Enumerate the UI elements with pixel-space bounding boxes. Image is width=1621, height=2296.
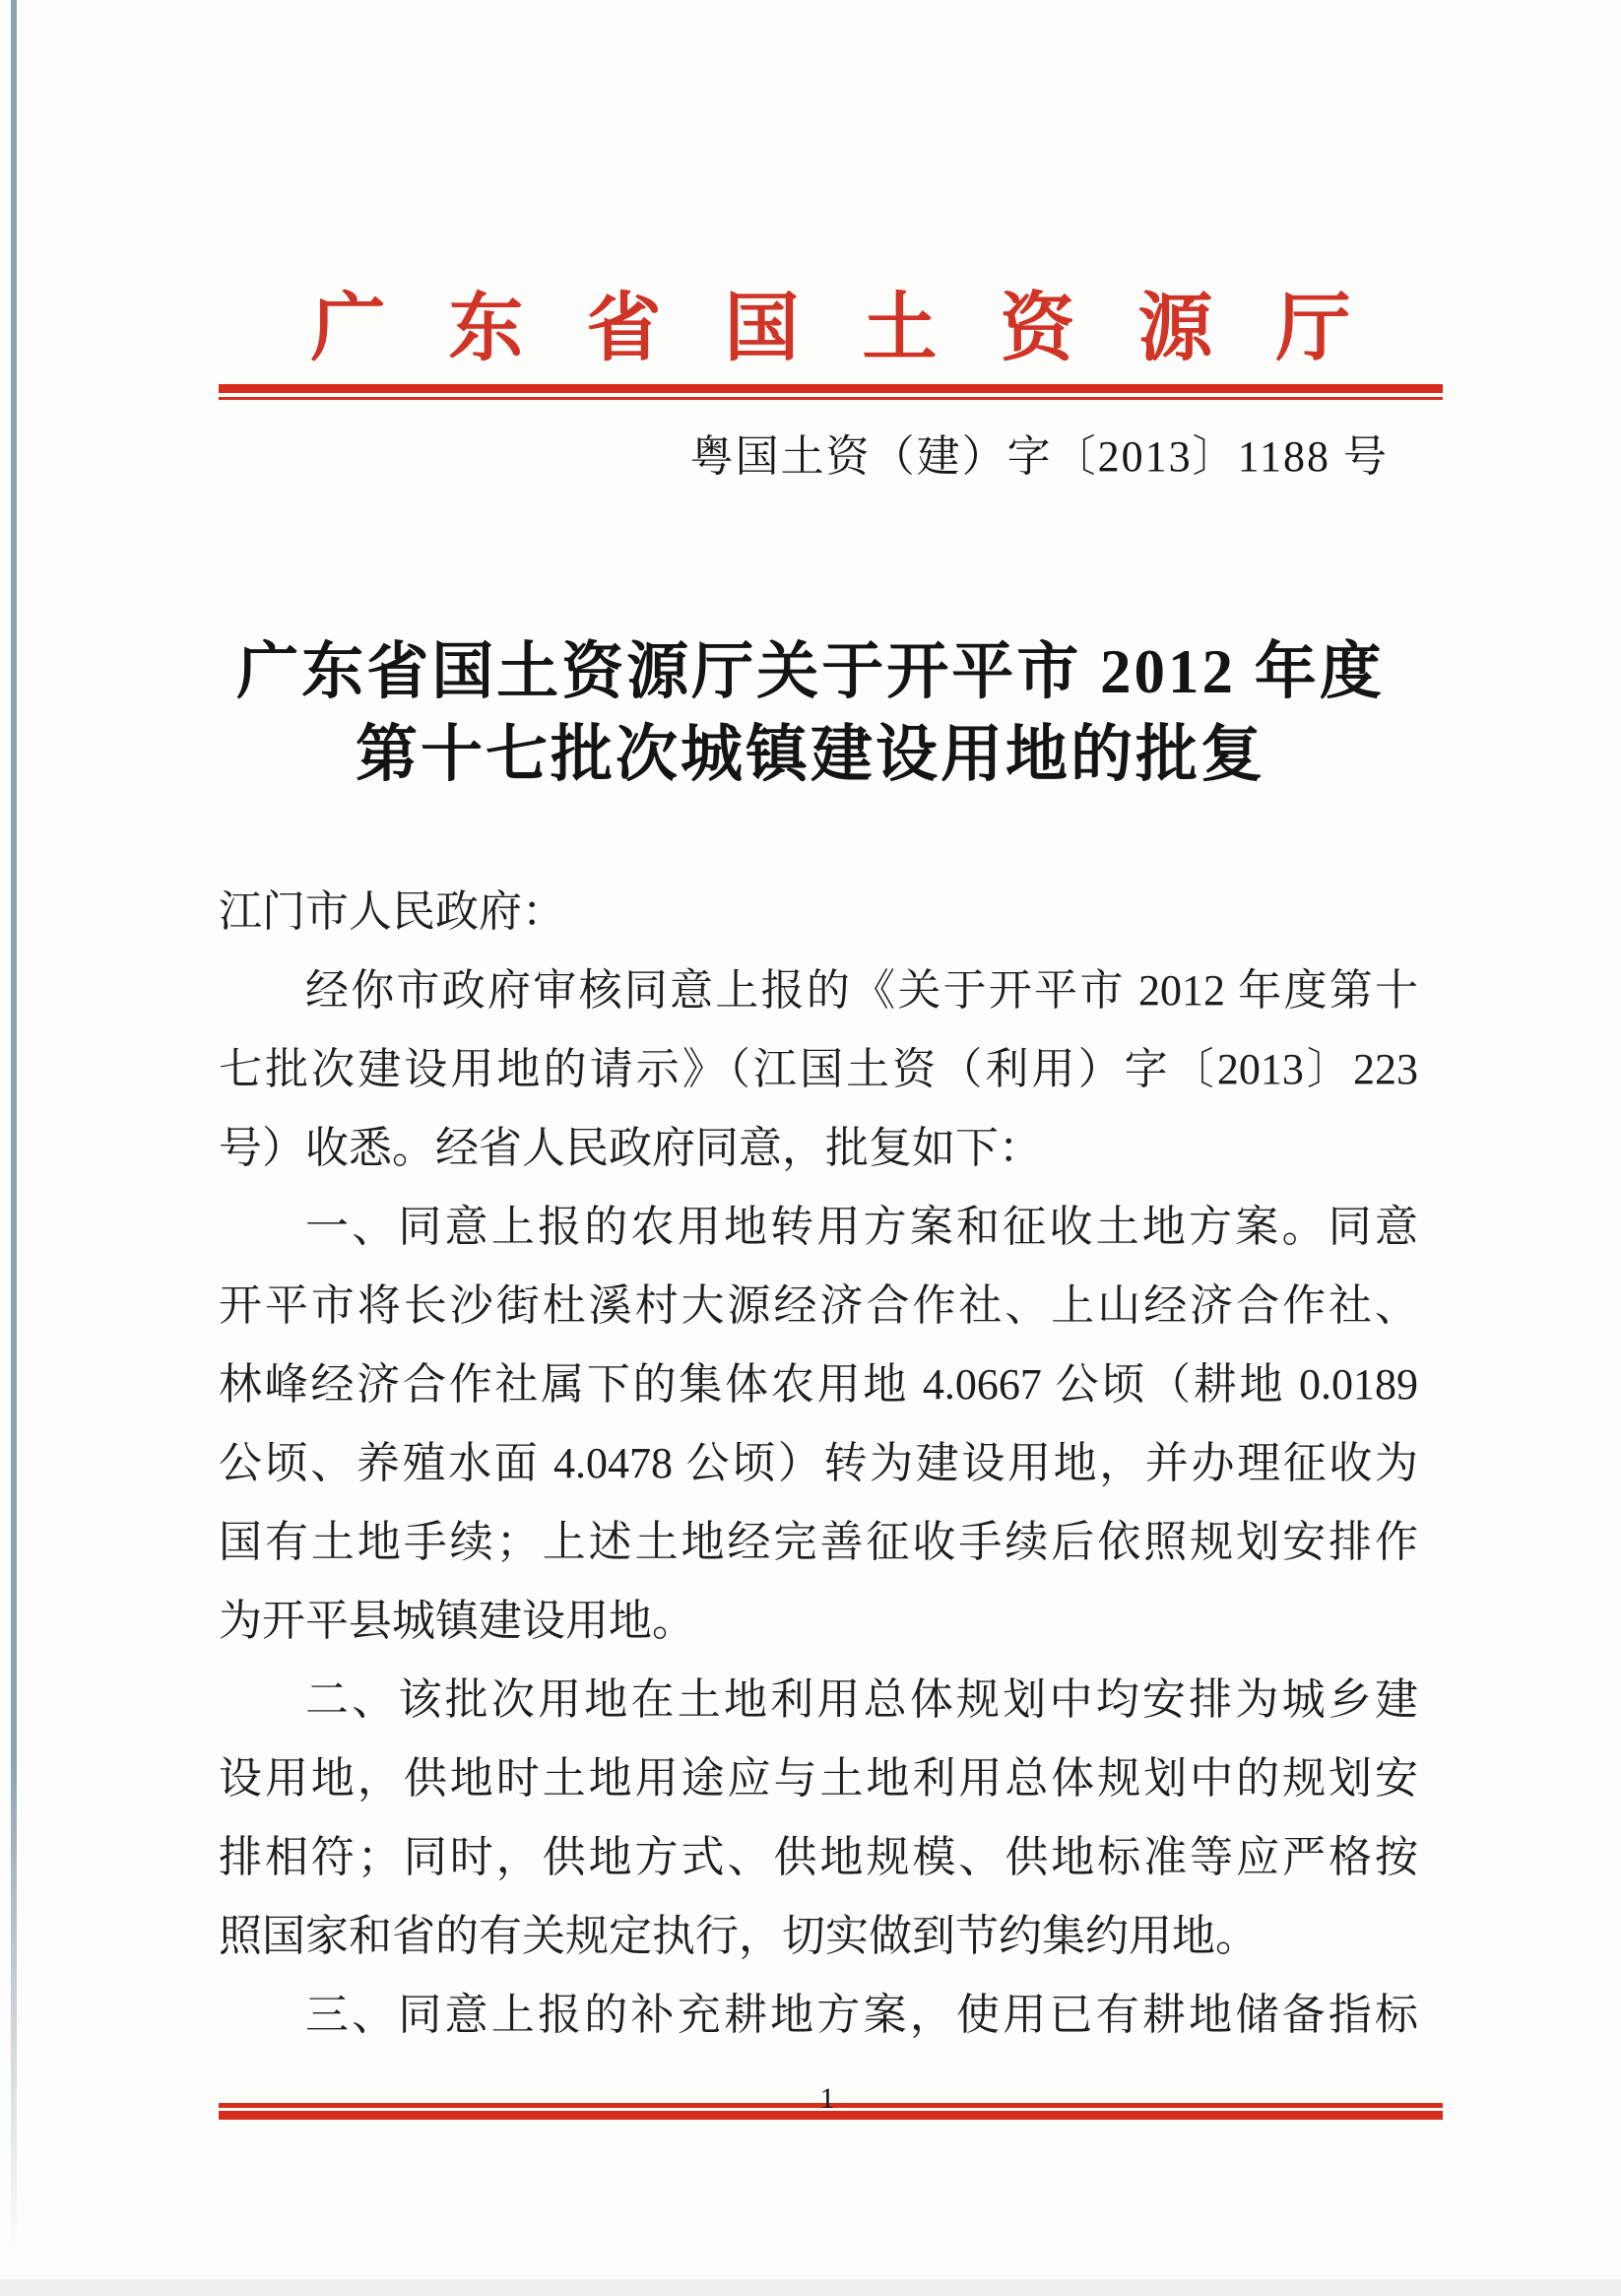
- scan-artifact-left-line: [11, 0, 17, 2251]
- body-line: 一、同意上报的农用地转用方案和征收土地方案。同意: [305, 1203, 1418, 1251]
- page-number: 1: [819, 2082, 835, 2115]
- letterhead-rule-thin-line: [219, 397, 1443, 400]
- body-line: 公顷、养殖水面 4.0478 公顷）转为建设用地，并办理征收为: [219, 1439, 1418, 1487]
- letterhead-org-name: 广东省国土资源厅: [310, 288, 1414, 370]
- body-line: 为开平县城镇建设用地。: [219, 1597, 695, 1645]
- body-line: 国有土地手续；上述土地经完善征收手续后依照规划安排作: [219, 1518, 1418, 1566]
- body-line: 三、同意上报的补充耕地方案，使用已有耕地储备指标: [305, 1991, 1418, 2039]
- recipient-line: 江门市人民政府：: [219, 887, 565, 936]
- body-line: 号）收悉。经省人民政府同意，批复如下：: [219, 1124, 1042, 1172]
- body-line: 林峰经济合作社属下的集体农用地 4.0667 公顷（耕地 0.0189: [219, 1360, 1418, 1409]
- body-line: 七批次建设用地的请示》（江国土资（利用）字〔2013〕223: [219, 1045, 1418, 1093]
- letterhead-rule-thick-line: [219, 384, 1443, 393]
- document-body: [219, 873, 1418, 2055]
- body-line: 排相符；同时，供地方式、供地规模、供地标准等应严格按: [219, 1833, 1418, 1881]
- document-reference-number: 粤国土资（建）字〔2013〕1188 号: [689, 432, 1389, 481]
- document-title: [121, 630, 1500, 796]
- body-line: 经你市政府审核同意上报的《关于开平市 2012 年度第十: [305, 966, 1418, 1015]
- scan-artifact-bottom-strip: [0, 2279, 1621, 2296]
- body-line: 开平市将长沙街杜溪村大源经济合作社、上山经济合作社、: [219, 1281, 1418, 1330]
- letterhead-rule: [219, 384, 1443, 400]
- body-line: 照国家和省的有关规定执行，切实做到节约集约用地。: [219, 1912, 1259, 1960]
- body-line: 二、该批次用地在土地利用总体规划中均安排为城乡建: [305, 1675, 1418, 1724]
- document-title-line-1: 广东省国土资源厅关于开平市 2012 年度: [236, 637, 1385, 706]
- document-title-line-2: 第十七批次城镇建设用地的批复: [356, 720, 1265, 789]
- body-line: 设用地，供地时土地用途应与土地利用总体规划中的规划安: [219, 1754, 1418, 1803]
